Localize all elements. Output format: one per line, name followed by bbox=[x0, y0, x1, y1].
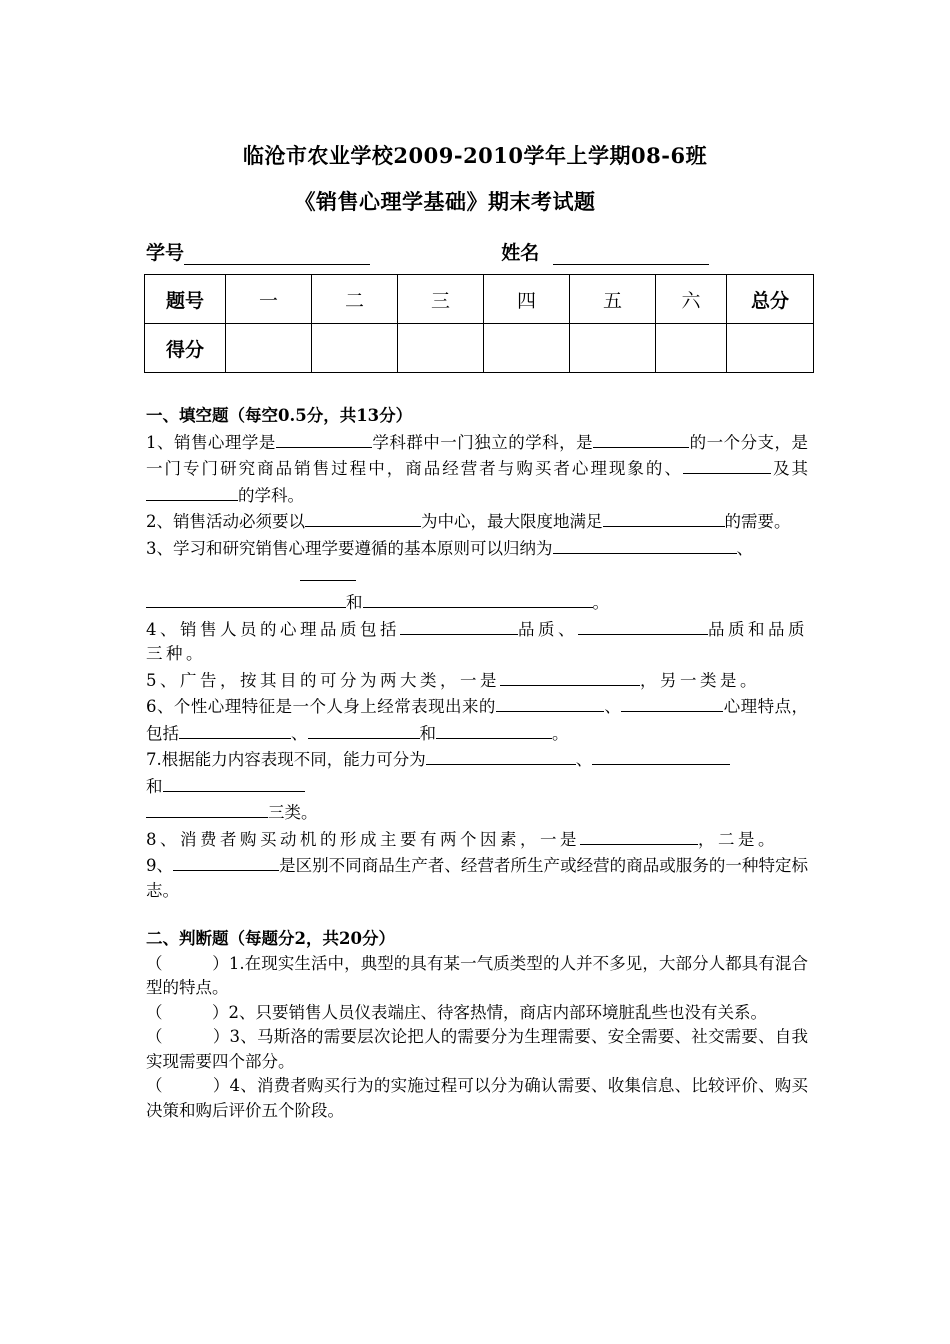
score-cell[interactable] bbox=[484, 324, 570, 373]
name-blank[interactable] bbox=[553, 244, 709, 265]
answer-blank[interactable] bbox=[305, 508, 421, 527]
answer-blank[interactable] bbox=[592, 746, 730, 765]
answer-blank[interactable] bbox=[621, 693, 723, 712]
score-table-header-row bbox=[145, 275, 814, 324]
section1-heading: 一、填空题（每空0.5分，共13分） bbox=[146, 406, 413, 425]
score-header-cell: 总分 bbox=[727, 275, 814, 324]
score-cell[interactable] bbox=[312, 324, 398, 373]
score-cell[interactable] bbox=[570, 324, 656, 373]
question-5: 5、广告，按其目的可分为两大类，一是 ，另一类是。 bbox=[146, 667, 808, 694]
answer-blank[interactable] bbox=[163, 773, 305, 792]
answer-blank[interactable] bbox=[603, 508, 725, 527]
answer-blank[interactable] bbox=[146, 482, 238, 501]
answer-blank[interactable] bbox=[580, 826, 698, 845]
score-header-cell: 三 bbox=[398, 275, 484, 324]
answer-blank[interactable] bbox=[683, 455, 771, 474]
answer-blank[interactable] bbox=[496, 693, 604, 712]
question-2: 2、销售活动必须要以 为中心，最大限度地满足 的需要。 bbox=[146, 508, 808, 535]
score-cell[interactable] bbox=[398, 324, 484, 373]
score-header-cell: 六 bbox=[656, 275, 727, 324]
score-table bbox=[144, 274, 814, 373]
answer-blank[interactable] bbox=[300, 562, 356, 581]
exam-content bbox=[146, 404, 808, 1123]
student-id-blank[interactable] bbox=[184, 244, 370, 265]
question-1: 1、销售心理学是 学科群中一门独立的学科，是 的一个分支，是一门专门研究商品销售过程中，商品经营者与购买者心理现象的、 及其的学科。 bbox=[146, 429, 808, 509]
score-table-score-row bbox=[145, 324, 814, 373]
question-3: 3、学习和研究销售心理学要遵循的基本原则可以归纳为 、 和 。 bbox=[146, 535, 808, 616]
answer-paren[interactable]: （ ） bbox=[146, 1027, 230, 1046]
answer-paren[interactable]: （ ） bbox=[146, 1002, 229, 1022]
answer-blank[interactable] bbox=[146, 799, 268, 818]
section2-heading: 二、判断题（每题分2，共20分） bbox=[146, 929, 395, 948]
question-7: 7.根据能力内容表现不同，能力可分为 、 和 三类。 bbox=[146, 746, 808, 826]
score-cell[interactable] bbox=[727, 324, 814, 373]
score-header-cell: 五 bbox=[570, 275, 656, 324]
answer-blank[interactable] bbox=[593, 429, 689, 448]
judgment-item: （ ）1.在现实生活中，典型的具有某一气质类型的人并不多见，大部分人都具有混合型的特点。 bbox=[146, 953, 808, 997]
answer-blank[interactable] bbox=[578, 616, 708, 635]
score-header-cell: 四 bbox=[484, 275, 570, 324]
score-cell[interactable] bbox=[226, 324, 312, 373]
answer-blank[interactable] bbox=[426, 746, 576, 765]
question-8: 8、消费者购买动机的形成主要有两个因素，一是 ，二是。 bbox=[146, 826, 808, 853]
exam-title-school: 临沧市农业学校2009-2010学年上学期08-6班 bbox=[242, 143, 708, 168]
student-id-label: 学号 bbox=[146, 242, 185, 264]
answer-blank[interactable] bbox=[179, 720, 291, 739]
student-info-row bbox=[146, 238, 709, 265]
question-6: 6、个性心理特征是一个人身上经常表现出来的 、 心理特点，包括 、 和 。 bbox=[146, 693, 808, 746]
name-label: 姓名 bbox=[501, 242, 540, 264]
answer-blank[interactable] bbox=[173, 852, 279, 871]
question-4: 4、销售人员的心理品质包括 品质、 品质和品质三种。 bbox=[146, 616, 808, 667]
score-header-cell: 二 bbox=[312, 275, 398, 324]
answer-paren[interactable]: （ ） bbox=[146, 1076, 230, 1095]
judgment-item: （ ）3、马斯洛的需要层次论把人的需要分为生理需要、安全需要、社交需要、自我实现需要四个部分。 bbox=[146, 1027, 809, 1071]
score-header-cell: 题号 bbox=[145, 275, 226, 324]
answer-blank[interactable] bbox=[553, 535, 737, 554]
answer-blank[interactable] bbox=[436, 720, 552, 739]
judgment-item: （ ）2、只要销售人员仪表端庄、待客热情，商店内部环境脏乱些也没有关系。 bbox=[146, 1002, 767, 1022]
score-row-label: 得分 bbox=[145, 324, 226, 373]
answer-blank[interactable] bbox=[400, 616, 518, 635]
answer-blank[interactable] bbox=[308, 720, 420, 739]
score-header-cell: 一 bbox=[226, 275, 312, 324]
score-cell[interactable] bbox=[656, 324, 727, 373]
answer-blank[interactable] bbox=[363, 589, 593, 608]
answer-blank[interactable] bbox=[146, 589, 346, 608]
question-9: 9、 是区别不同商品生产者、经营者所生产或经营的商品或服务的一种特定标志。 bbox=[146, 852, 808, 903]
exam-title-course: 《销售心理学基础》期末考试题 bbox=[294, 189, 596, 214]
judgment-item: （ ）4、消费者购买行为的实施过程可以分为确认需要、收集信息、比较评价、购买决策和购后评价五个阶段。 bbox=[146, 1076, 809, 1120]
answer-blank[interactable] bbox=[276, 429, 372, 448]
answer-blank[interactable] bbox=[500, 667, 640, 686]
answer-paren[interactable]: （ ） bbox=[146, 953, 229, 973]
